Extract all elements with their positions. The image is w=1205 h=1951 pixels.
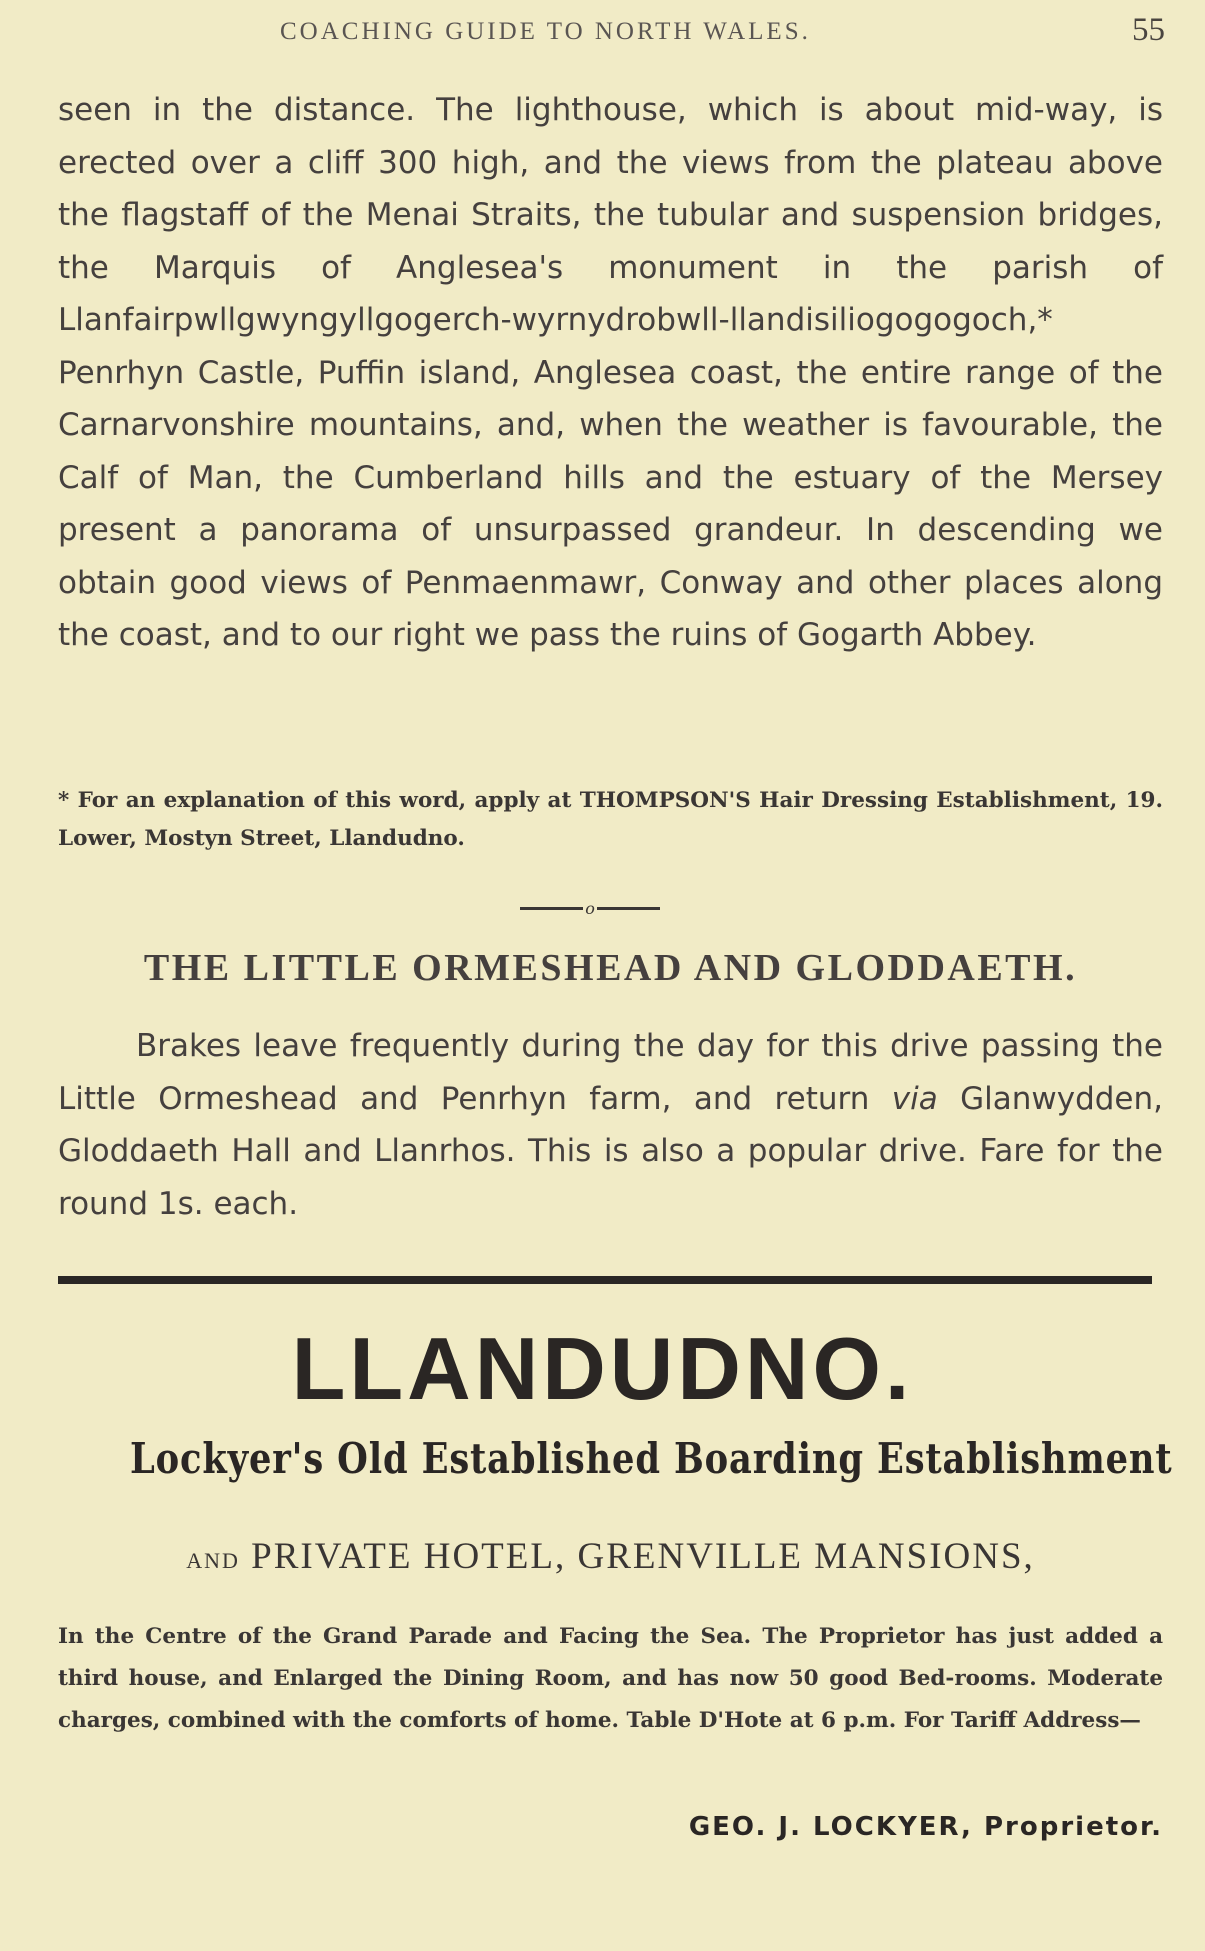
advert-subtitle-and: AND — [186, 1548, 240, 1573]
via-italic: via — [891, 1080, 938, 1117]
lighthouse-paragraph: seen in the distance. The lighthouse, which is about mid-way, is erected over a cliff 300 high, and the views from the plateau above the flagstaff of the Menai Straits, the tubular and suspension bridges, the Marquis of Anglesea's monument in the parish of Llanfairpwllgwyngyllgogerch-wyrnydrobwll-llandisiliogogogoch,* Penrhyn Castle, Puffin island, Anglesea coast, the entire range of the Carnarvonshire mountains, and, when the weather is favourable, the Calf of Man, the Cumberland hills and the estuary of the Mersey present a panorama of unsurpassed grandeur. In descending we obtain good views of Penmaenmawr, Conway and other places along the coast, and to our right we pass the ruins of Gogarth Abbey. — [58, 92, 1163, 653]
advert-subtitle-rest: PRIVATE HOTEL, GRENVILLE MANSIONS, — [239, 1536, 1035, 1577]
ormeshead-paragraph — [58, 1020, 1163, 1235]
ormeshead-text-start: Brakes leave frequently during the day for this drive passing the Little Ormeshead and Penrhyn farm, and return — [58, 1028, 1163, 1117]
footnote: * For an explanation of this word, apply at THOMPSON'S Hair Dressing Establishment, 19. Lower, Mostyn Street, Llandudno. — [58, 788, 1163, 851]
divider-mark: o — [585, 898, 595, 918]
section-divider — [520, 897, 660, 919]
running-head: COACHING GUIDE TO NORTH WALES. — [280, 18, 811, 45]
page-number: 55 — [1132, 12, 1165, 48]
advert-proprietor: GEO. J. LOCKYER, Proprietor. — [688, 1812, 1163, 1842]
advert-title: LLANDUDNO. — [291, 1319, 914, 1418]
page-header — [280, 14, 1165, 54]
ormeshead-text-end: Glanwydden, Gloddaeth Hall and Llanrhos. This is also a popular drive. Fare for the round 1s. each. — [58, 1080, 1163, 1222]
advert-blackletter-line: Lockyer's Old Established Boarding Establishment — [130, 1434, 1173, 1483]
advert-body: In the Centre of the Grand Parade and Facing the Sea. The Proprietor has just added a third house, and Enlarged the Dining Room, and has now 50 good Bed-rooms. Moderate charges, combined with the comforts of home. Table D'Hote at 6 p.m. For Tariff Address— — [58, 1624, 1163, 1733]
section-title: THE LITTLE ORMESHEAD AND GLODDAETH. — [143, 947, 1078, 989]
advert-top-rule — [58, 1276, 1152, 1284]
advert-subtitle — [58, 1535, 1163, 1578]
